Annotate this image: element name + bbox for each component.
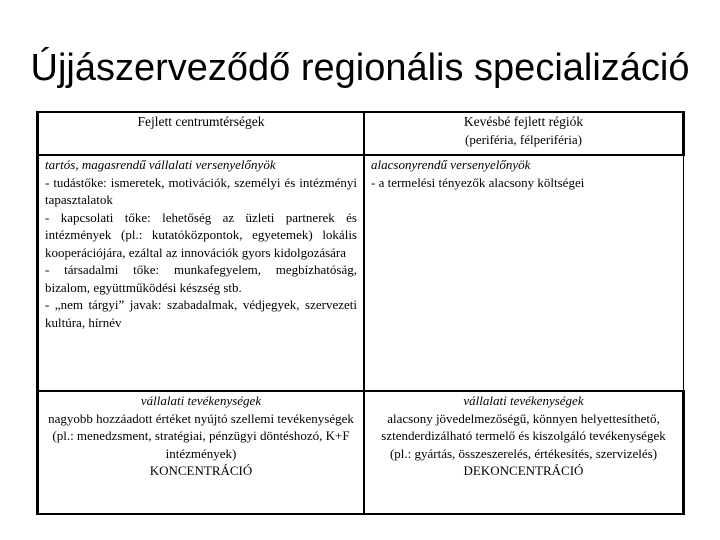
advantage-item: - „nem tárgyi” javak: szabadalmak, védjegyek, szervezeti kultúra, hírnév [45,297,357,330]
concentration-label: KONCENTRÁCIÓ [149,463,253,478]
header-row [38,112,684,155]
header-right-sublabel: (periféria, félperiféria) [465,131,582,147]
advantage-item: - tudástőke: ismeretek, motivációk, személyi és intézményi tapasztalatok [45,174,357,207]
activities-row [38,391,684,514]
slide-title: Újjászerveződő regionális specializáció [30,47,690,89]
header-less-developed-regions [364,112,684,155]
activities-right-text: alacsony jövedelmezőségű, könnyen helyettesíthető, sztenderdizálható termelő és kiszolgáló tevékenységek [381,410,666,443]
deconcentration-label: DEKONCENTRÁCIÓ [463,463,584,478]
header-developed-centers [38,112,365,155]
activities-cell-right [364,391,684,514]
advantages-row [38,155,684,391]
activities-left-title: vállalati tevékenységek [140,393,262,408]
advantage-item: - társadalmi tőke: munkafegyelem, megbízhatóság, bizalom, együttműködési készség stb. [45,262,357,295]
advantages-cell-right [364,155,684,391]
advantage-item: - a termelési tényezők alacsony költségei [371,174,585,190]
advantage-item: - kapcsolati tőke: lehetőség az üzleti partnerek és intézmények (pl.: kutatóközpontok, egyetemek) lokális kooperációjára, ezáltal az innovációk gyors kidolgozására [45,209,357,260]
advantages-left-title: tartós, magasrendű vállalati versenyelőnyök [45,157,276,172]
advantages-cell-left [38,155,365,391]
activities-cell-left [38,391,365,514]
comparison-table [36,111,685,515]
activities-right-title: vállalati tevékenységek [463,393,584,408]
activities-left-example: (pl.: menedzsment, stratégiai, pénzügyi döntéshozó, K+F intézmények) [52,428,350,461]
activities-left-text: nagyobb hozzáadott értéket nyújtó szellemi tevékenységek [48,410,354,426]
activities-right-example: (pl.: gyártás, összeszerelés, értékesítés, szervizelés) [389,445,658,461]
header-right-label: Kevésbé fejlett régiók [463,114,584,129]
advantages-right-title: alacsonyrendű versenyelőnyök [371,157,531,172]
header-left-label: Fejlett centrumtérségek [137,114,265,129]
